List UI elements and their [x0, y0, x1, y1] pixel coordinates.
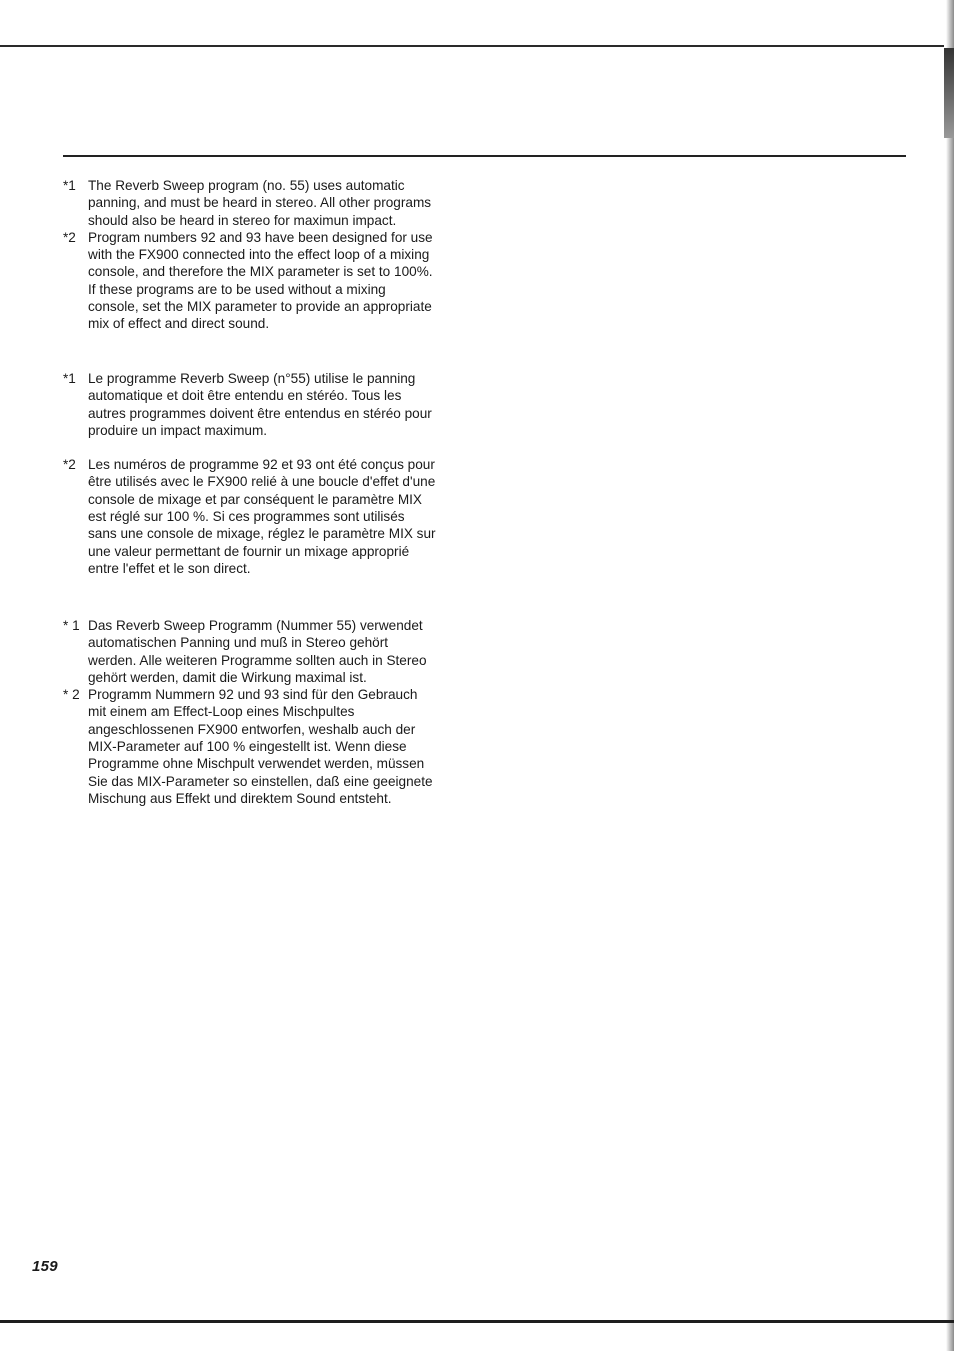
german-note-2 [63, 686, 473, 807]
page-edge-corner [944, 48, 954, 138]
note-marker: * 2 [63, 687, 80, 703]
bottom-border-rule [0, 1320, 954, 1323]
note-text: Program numbers 92 and 93 have been designed for use with the FX900 connected into the effect loop of a mixing console, and therefore the MIX parameter is set to 100%. If these programs are to be used without a mixing console, set the MIX parameter to provide an appropriate mix of effect and direct sound. [88, 229, 433, 332]
note-marker: * 1 [63, 618, 80, 633]
note-marker: *1 [63, 178, 76, 193]
french-notes [63, 370, 473, 577]
note-text: Le programme Reverb Sweep (n°55) utilise le panning automatique et doit être entendu en stéréo. Tous les autres programmes doivent être entendus en stéréo pour produire un impact maximum. [88, 371, 432, 438]
note-marker: *2 [63, 229, 76, 245]
english-notes [63, 177, 473, 333]
note-marker: *1 [63, 371, 76, 386]
header-rule [63, 155, 906, 157]
english-note-1 [63, 177, 473, 229]
note-text: The Reverb Sweep program (no. 55) uses automatic panning, and must be heard in stereo. All other programs should also be heard in stereo for maximun impact. [88, 178, 432, 228]
page-edge-shadow [946, 0, 954, 1351]
german-note-1 [63, 617, 473, 686]
english-note-2 [63, 229, 473, 333]
top-border-rule [0, 45, 944, 47]
note-text: Das Reverb Sweep Programm (Nummer 55) verwendet automatischen Panning und muß in Stereo gehört werden. Alle weiteren Programme sollten auch in Stereo gehört werden, damit die Wirkung maximal ist. [88, 618, 427, 685]
french-note-2 [63, 456, 473, 577]
note-marker: *2 [63, 457, 76, 473]
note-text: Les numéros de programme 92 et 93 ont été conçus pour être utilisés avec le FX900 relié à une boucle d'effet d'une console de mixage et par conséquent le paramètre MIX est réglé sur 100 %. Si ces programmes sont utilisés sans une console de mixage, réglez le paramètre MIX sur une valeur permettant de fournir un mixage approprié entre l'effet et le son direct. [88, 457, 436, 576]
french-note-1 [63, 370, 473, 439]
german-notes [63, 617, 473, 807]
note-text: Programm Nummern 92 und 93 sind für den Gebrauch mit einem am Effect-Loop eines Mischpultes angeschlossenen FX900 entworfen, weshalb auch der MIX-Parameter auf 100 % eingestellt ist. Wenn diese Programme ohne Mischpult verwendet werden, müssen Sie das MIX-Parameter so einstellen, daß eine geeignete Mischung aus Effekt und direktem Sound entsteht. [88, 687, 433, 806]
page-number: 159 [32, 1258, 58, 1275]
note-spacer [63, 439, 473, 456]
